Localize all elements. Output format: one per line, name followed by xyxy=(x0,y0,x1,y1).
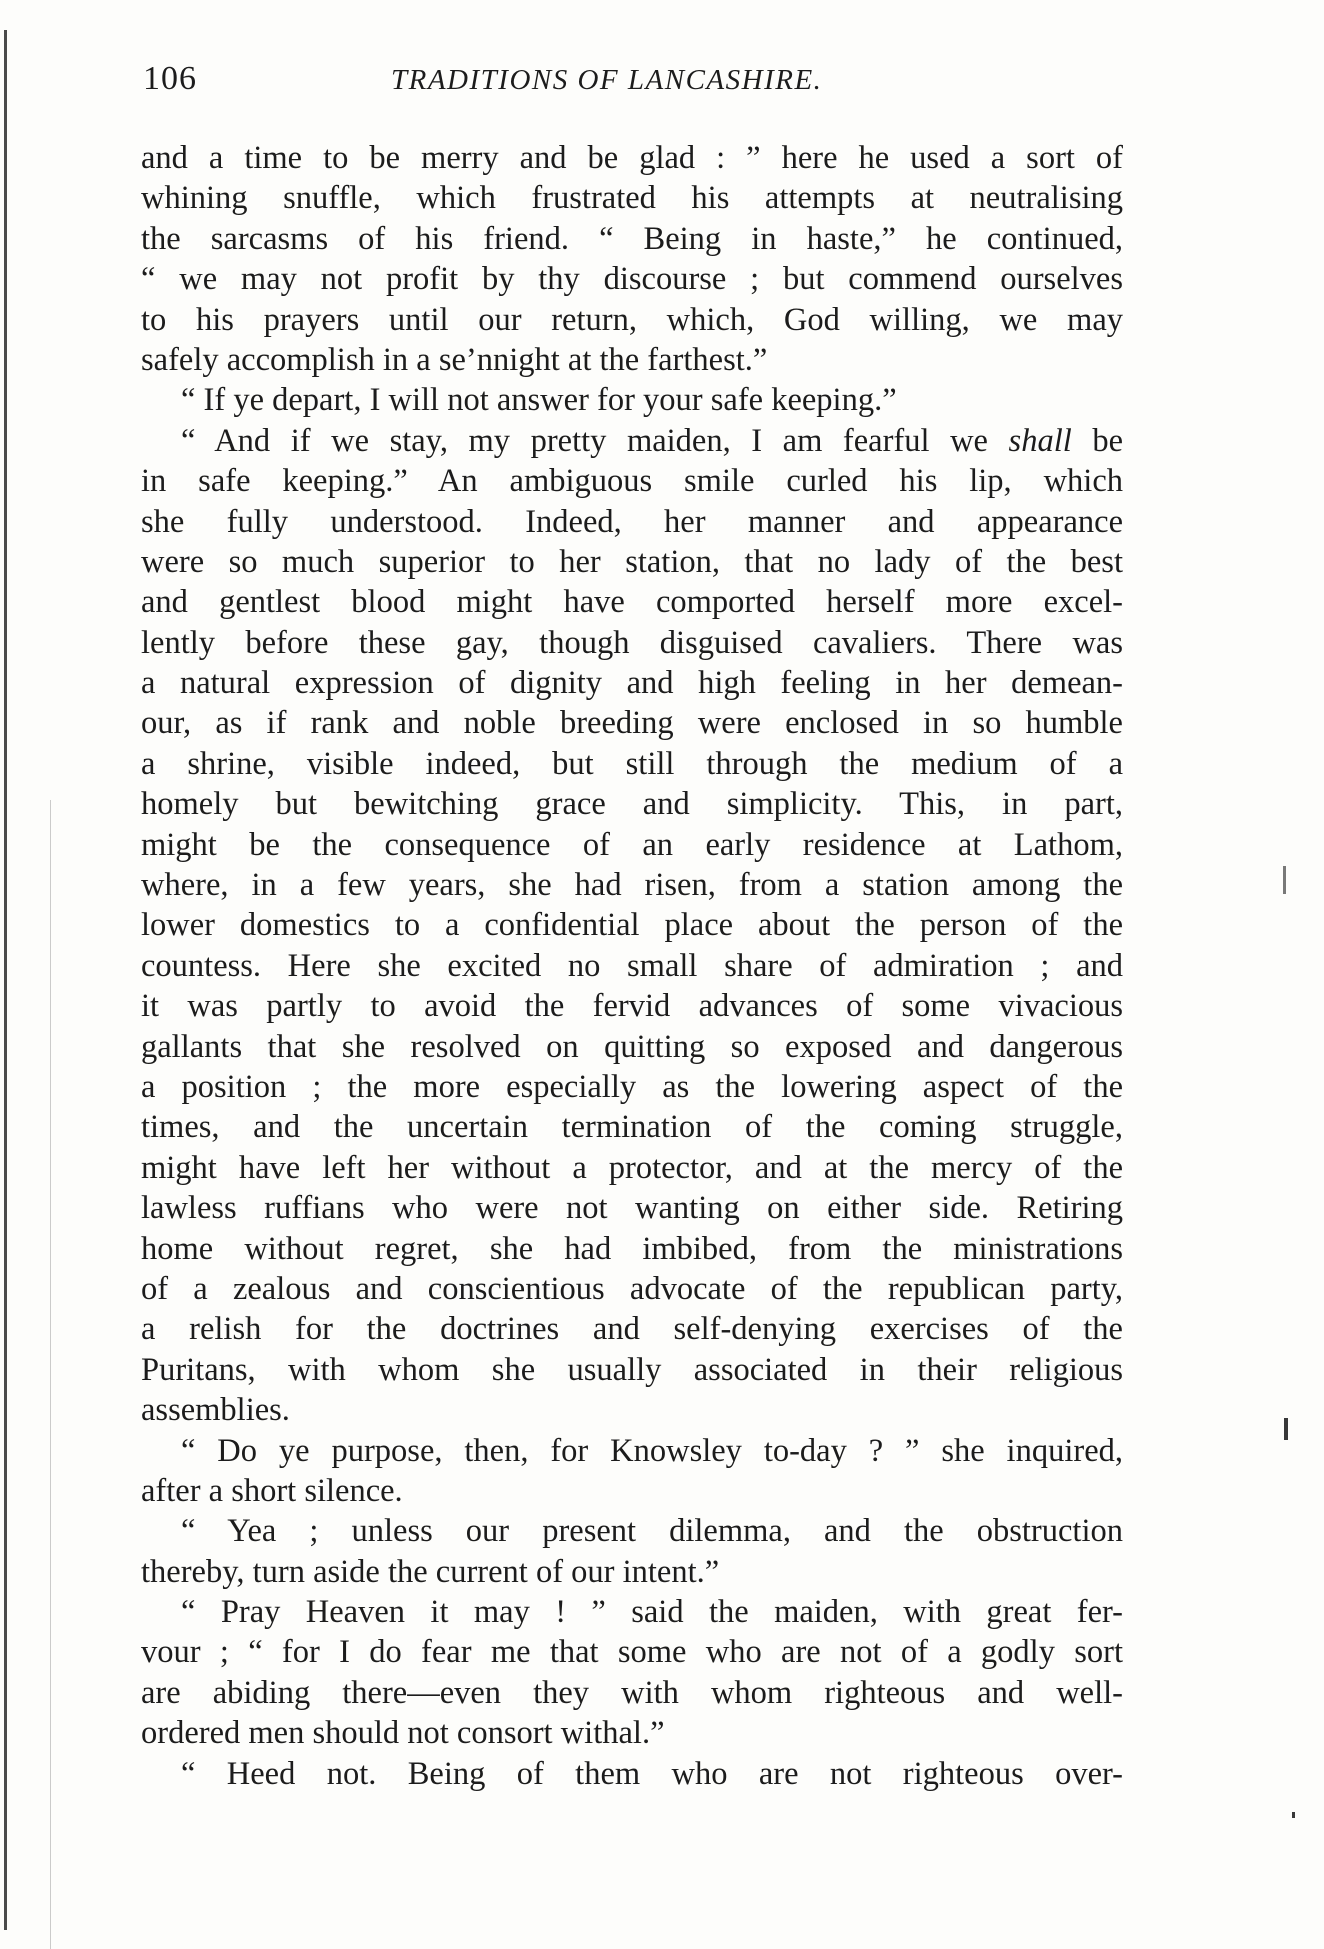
text-line: countess. Here she excited no small share of admiration ; and xyxy=(141,947,1123,984)
text-line: times, and the uncertain termination of the coming struggle, xyxy=(141,1109,1123,1146)
gutter-shadow xyxy=(50,800,51,1949)
text-line: she fully understood. Indeed, her manner and appearance xyxy=(141,503,1123,540)
text-line: “ Yea ; unless our present dilemma, and the obstruction xyxy=(181,1513,1123,1550)
text-line: Puritans, with whom she usually associated in their religious xyxy=(141,1351,1123,1388)
page-number: 106 xyxy=(143,60,197,97)
text-line: “ Pray Heaven it may ! ” said the maiden, with great fer- xyxy=(181,1594,1123,1631)
text-line: might be the consequence of an early residence at Lathom, xyxy=(141,826,1123,863)
page-header xyxy=(143,60,1123,110)
text-line: whining snuffle, which frustrated his attempts at neutralising xyxy=(141,180,1123,217)
text-line: lently before these gay, though disguised cavaliers. There was xyxy=(141,624,1123,661)
text-line: and gentlest blood might have comported herself more excel- xyxy=(141,584,1123,621)
text-line: a natural expression of dignity and high feeling in her demean- xyxy=(141,665,1123,702)
text-line: homely but bewitching grace and simplicity. This, in part, xyxy=(141,786,1123,823)
text-line: to his prayers until our return, which, God willing, we may xyxy=(141,301,1123,338)
margin-speck xyxy=(1292,1812,1295,1818)
emphasis-word: shall xyxy=(1008,422,1072,459)
text-line: of a zealous and conscientious advocate of the republican party, xyxy=(141,1270,1123,1307)
body-text xyxy=(141,138,1123,1794)
text-line: gallants that she resolved on quitting so exposed and dangerous xyxy=(141,1028,1123,1065)
text-line: were so much superior to her station, that no lady of the best xyxy=(141,543,1123,580)
text-line: safely accomplish in a se’nnight at the farthest.” xyxy=(141,341,768,378)
text-line: “ we may not profit by thy discourse ; but commend ourselves xyxy=(141,261,1123,298)
text-line: thereby, turn aside the current of our intent.” xyxy=(141,1553,720,1590)
gutter-edge xyxy=(4,30,7,1930)
text-line: vour ; “ for I do fear me that some who are not of a godly sort xyxy=(141,1634,1123,1671)
text-line: in safe keeping.” An ambiguous smile curled his lip, which xyxy=(141,463,1123,500)
text-line: “ Heed not. Being of them who are not righteous over- xyxy=(181,1755,1123,1792)
text-line: are abiding there—even they with whom righteous and well- xyxy=(141,1674,1123,1711)
text-line: after a short silence. xyxy=(141,1472,403,1509)
text-line: “ If ye depart, I will not answer for your safe keeping.” xyxy=(181,382,897,419)
text-line: a position ; the more especially as the lowering aspect of the xyxy=(141,1068,1123,1105)
text-line: lawless ruffians who were not wanting on either side. Retiring xyxy=(141,1190,1123,1227)
text-line: “ Do ye purpose, then, for Knowsley to-day ? ” she inquired, xyxy=(181,1432,1123,1469)
text-line: lower domestics to a confidential place about the person of the xyxy=(141,907,1123,944)
running-title: TRADITIONS OF LANCASHIRE. xyxy=(391,64,823,96)
text-line: a relish for the doctrines and self-denying exercises of the xyxy=(141,1311,1123,1348)
margin-speck xyxy=(1283,866,1286,894)
text-line: assemblies. xyxy=(141,1392,290,1429)
text-line: ordered men should not consort withal.” xyxy=(141,1715,665,1752)
text-line: it was partly to avoid the fervid advances of some vivacious xyxy=(141,988,1123,1025)
text-line: our, as if rank and noble breeding were enclosed in so humble xyxy=(141,705,1123,742)
text-line: the sarcasms of his friend. “ Being in haste,” he continued, xyxy=(141,220,1123,257)
margin-speck xyxy=(1284,1418,1288,1440)
text-line: a shrine, visible indeed, but still through the medium of a xyxy=(141,745,1123,782)
text-line: where, in a few years, she had risen, from a station among the xyxy=(141,867,1123,904)
text-line: and a time to be merry and be glad : ” here he used a sort of xyxy=(141,140,1123,176)
text-line: home without regret, she had imbibed, from the ministrations xyxy=(141,1230,1123,1267)
text-line: might have left her without a protector, and at the mercy of the xyxy=(141,1149,1123,1186)
text-line: “ And if we stay, my pretty maiden, I am fearful we shall be xyxy=(181,422,1123,459)
